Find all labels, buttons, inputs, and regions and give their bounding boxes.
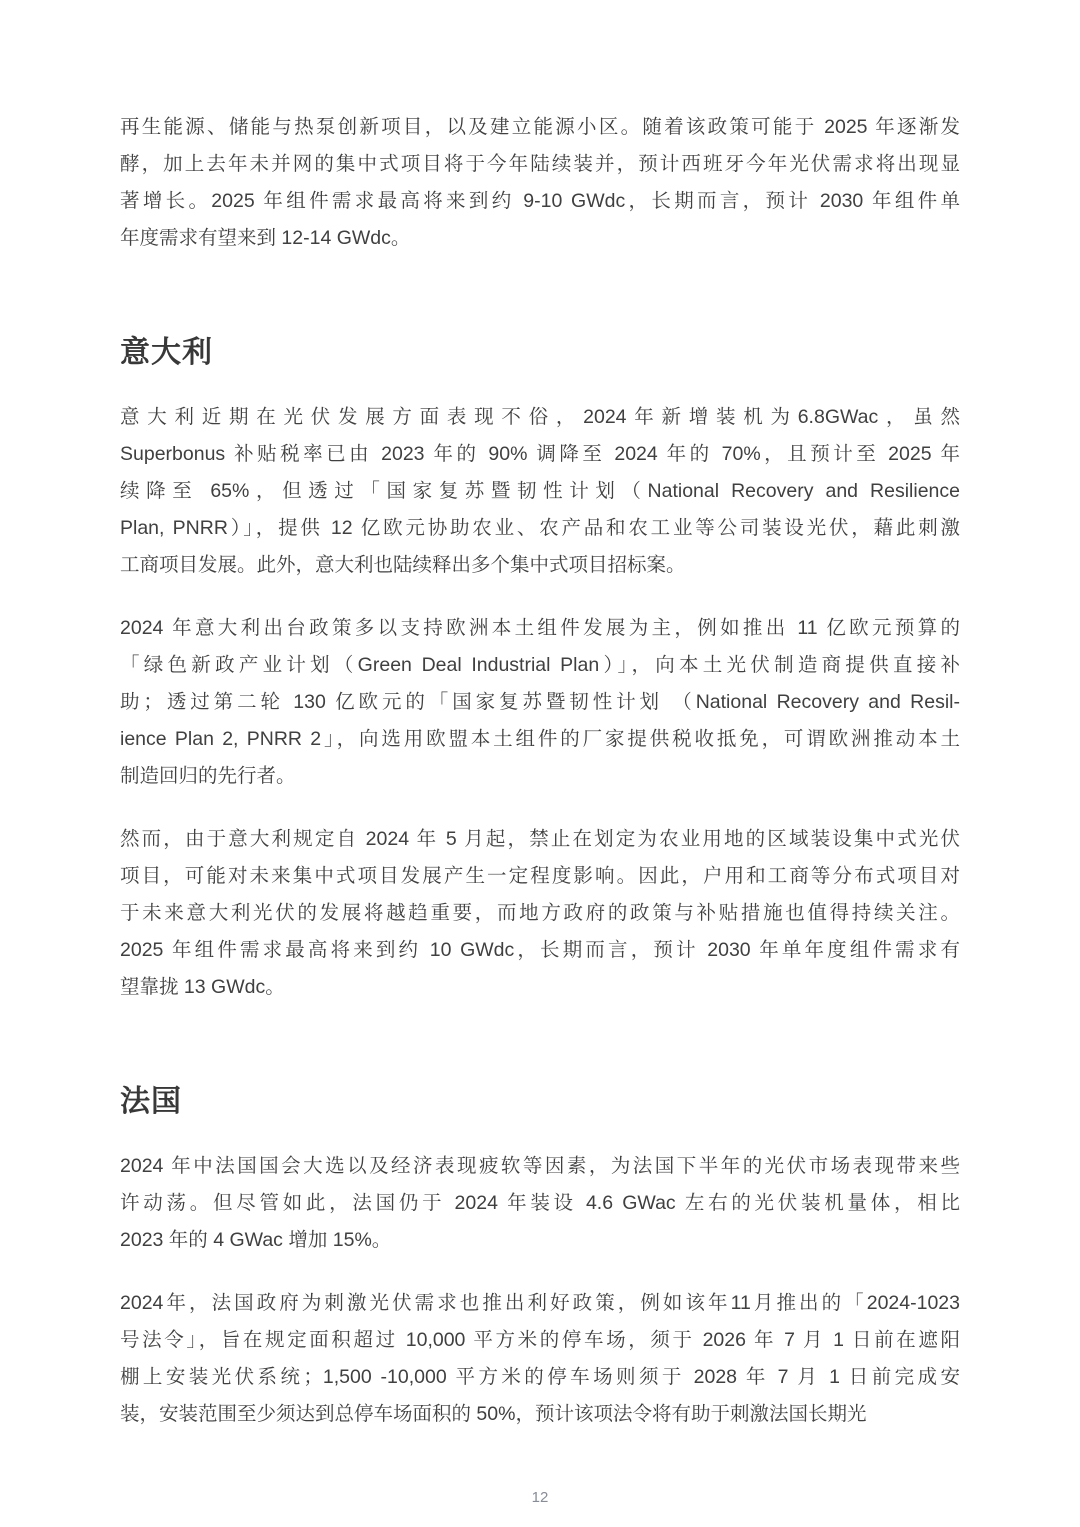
paragraph-italy-policy bbox=[120, 610, 960, 795]
paragraph-italy-outlook bbox=[120, 821, 960, 1006]
text-line: 酵，加上去年未并网的集中式项目将于今年陆续装并，预计西班牙今年光伏需求将出现显 bbox=[120, 153, 960, 175]
text-line: 2024年，法国政府为刺激光伏需求也推出利好政策，例如该年11月推出的「2024-1023 bbox=[120, 1292, 960, 1314]
text-line: 「绿色新政产业计划（Green Deal Industrial Plan）」，向本土光伏制造商提供直接补 bbox=[120, 654, 960, 676]
text-line: 2023 年的 4 GWac 增加 15%。 bbox=[120, 1229, 392, 1251]
text-line: 著增长。2025 年组件需求最高将来到约 9-10 GWdc，长期而言，预计 2030 年组件单 bbox=[120, 190, 960, 212]
text-line: 望靠拢 13 GWdc。 bbox=[120, 976, 285, 998]
text-line: 制造回归的先行者。 bbox=[120, 765, 296, 787]
text-line: 续降至 65%，但透过「国家复苏暨韧性计划（National Recovery and Resilience bbox=[120, 480, 960, 502]
section-heading-italy: 意大利 bbox=[120, 336, 213, 369]
text-line: 助；透过第二轮 130 亿欧元的「国家复苏暨韧性计划 （National Recovery and Resil- bbox=[120, 691, 960, 713]
text-line: 再生能源、储能与热泵创新项目，以及建立能源小区。随着该政策可能于 2025 年逐渐发 bbox=[120, 116, 960, 138]
paragraph-italy-overview bbox=[120, 399, 960, 584]
text-line: 于未来意大利光伏的发展将越趋重要，而地方政府的政策与补贴措施也值得持续关注。 bbox=[120, 902, 960, 924]
text-line: 许动荡。但尽管如此，法国仍于 2024 年装设 4.6 GWac 左右的光伏装机量体，相比 bbox=[120, 1192, 960, 1214]
paragraph-spain-outlook bbox=[120, 109, 960, 257]
text-line: Plan, PNRR）」，提供 12 亿欧元协助农业、农产品和农工业等公司装设光伏，藉此刺激 bbox=[120, 517, 960, 539]
text-line: 然而，由于意大利规定自 2024 年 5 月起，禁止在划定为农业用地的区域装设集中式光伏 bbox=[120, 828, 960, 850]
text-line: 2024 年中法国国会大选以及经济表现疲软等因素，为法国下半年的光伏市场表现带来些 bbox=[120, 1155, 960, 1177]
text-line: 2024 年意大利出台政策多以支持欧洲本土组件发展为主，例如推出 11 亿欧元预算的 bbox=[120, 617, 960, 639]
text-line: 工商项目发展。此外，意大利也陆续释出多个集中式项目招标案。 bbox=[120, 554, 686, 576]
text-line: 意大利近期在光伏发展方面表现不俗，2024年新增装机为6.8GWac，虽然 bbox=[120, 406, 960, 428]
page-footer bbox=[0, 1489, 1080, 1507]
paragraph-france-overview bbox=[120, 1148, 960, 1259]
text-line: Superbonus 补贴税率已由 2023 年的 90% 调降至 2024 年的 70%，且预计至 2025 年 bbox=[120, 443, 960, 465]
section-heading-france: 法国 bbox=[120, 1085, 182, 1118]
text-line: 号法令」，旨在规定面积超过 10,000 平方米的停车场，须于 2026 年 7 月 1 日前在遮阳 bbox=[120, 1329, 960, 1351]
page-number: 12 bbox=[531, 1489, 549, 1506]
paragraph-france-policy bbox=[120, 1285, 960, 1433]
text-line: 项目，可能对未来集中式项目发展产生一定程度影响。因此，户用和工商等分布式项目对 bbox=[120, 865, 960, 887]
text-line: 年度需求有望来到 12-14 GWdc。 bbox=[120, 227, 411, 249]
text-line: 装，安装范围至少须达到总停车场面积的 50%，预计该项法令将有助于刺激法国长期光 bbox=[120, 1403, 867, 1425]
text-line: ience Plan 2, PNRR 2」，向选用欧盟本土组件的厂家提供税收抵免，可谓欧洲推动本土 bbox=[120, 728, 960, 750]
text-line: 2025 年组件需求最高将来到约 10 GWdc，长期而言，预计 2030 年单年度组件需求有 bbox=[120, 939, 960, 961]
page-content bbox=[120, 109, 960, 1433]
text-line: 棚上安装光伏系统；1,500 -10,000 平方米的停车场则须于 2028 年 7 月 1 日前完成安 bbox=[120, 1366, 960, 1388]
